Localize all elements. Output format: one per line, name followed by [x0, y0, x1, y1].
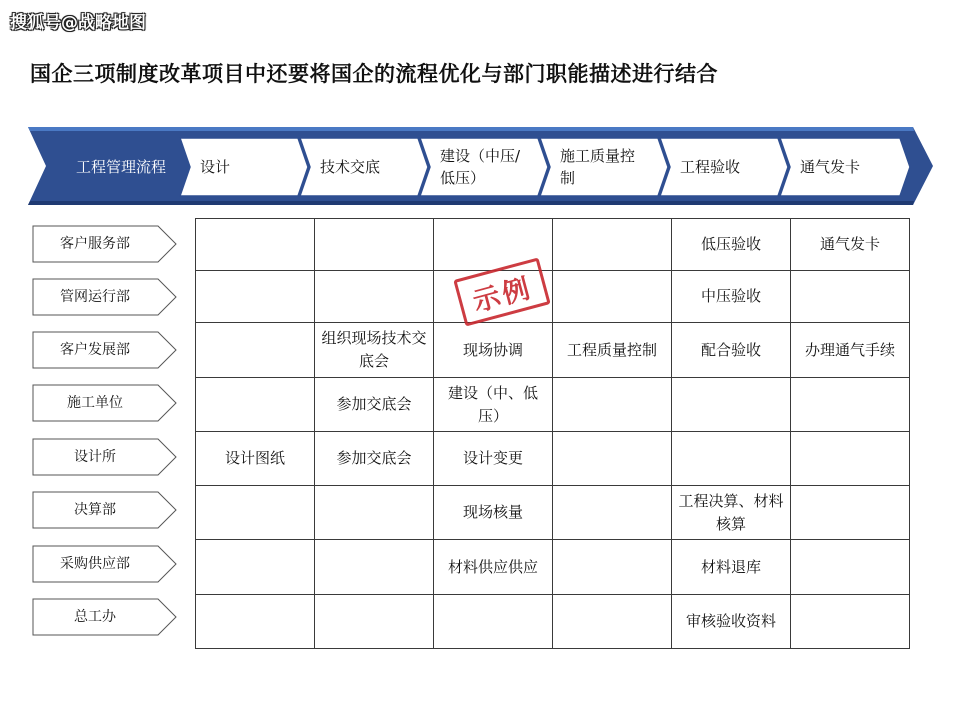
grid-cell: [196, 595, 315, 649]
grid-row: [196, 540, 910, 595]
grid-cell: [553, 432, 672, 486]
grid-cell: [791, 271, 910, 323]
dept-label: 管网运行部: [60, 289, 130, 305]
grid-cell: [315, 595, 434, 649]
grid-cell: [434, 595, 553, 649]
grid-cell: 低压验收: [672, 219, 791, 271]
responsibility-grid: [195, 218, 910, 649]
step-gas-card: 通气发卡: [800, 158, 861, 176]
grid-cell: [791, 540, 910, 595]
grid-cell: [553, 271, 672, 323]
grid-cell: 工程质量控制: [553, 323, 672, 378]
dept-customer-service: [32, 225, 178, 263]
grid-cell: 配合验收: [672, 323, 791, 378]
step-acceptance: 工程验收: [680, 158, 741, 176]
grid-cell: [315, 271, 434, 323]
dept-construction-unit: [32, 384, 178, 422]
grid-row: [196, 378, 910, 432]
grid-cell: 参加交底会: [315, 432, 434, 486]
grid-cell: [196, 271, 315, 323]
process-label: 工程管理流程: [76, 157, 167, 176]
grid-cell: [196, 219, 315, 271]
grid-cell: [196, 486, 315, 540]
step-tech-briefing: 技术交底: [320, 158, 381, 176]
dept-label: 施工单位: [67, 395, 123, 411]
grid-cell: [196, 378, 315, 432]
grid-cell: 审核验收资料: [672, 595, 791, 649]
grid-cell: [791, 378, 910, 432]
step-design: 设计: [200, 158, 231, 176]
grid-cell: [553, 540, 672, 595]
grid-cell: 参加交底会: [315, 378, 434, 432]
dept-design-institute: [32, 438, 178, 476]
page-title: 国企三项制度改革项目中还要将国企的流程优化与部门职能描述进行结合: [30, 62, 718, 86]
step-quality-control: 施工质量控制: [560, 147, 636, 187]
grid-row: [196, 486, 910, 540]
dept-label: 总工办: [74, 609, 116, 625]
sample-stamp: 示例: [453, 257, 550, 326]
step-construction: 建设（中压/低压）: [440, 147, 521, 187]
grid-cell: 工程决算、材料核算: [672, 486, 791, 540]
grid-cell: 中压验收: [672, 271, 791, 323]
dept-chief-engineer-office: [32, 598, 178, 636]
grid-cell: 通气发卡: [791, 219, 910, 271]
dept-pipe-network: [32, 278, 178, 316]
grid-cell: [553, 219, 672, 271]
dept-label: 决算部: [74, 502, 116, 518]
grid-row: [196, 219, 910, 271]
grid-cell: [196, 540, 315, 595]
grid-row: [196, 271, 910, 323]
grid-cell: [553, 486, 672, 540]
watermark-text: 搜狐号@战略地图: [10, 13, 146, 33]
process-banner: [28, 127, 934, 205]
grid-cell: 办理通气手续: [791, 323, 910, 378]
grid-row: [196, 432, 910, 486]
grid-cell: 设计变更: [434, 432, 553, 486]
grid-cell: [315, 219, 434, 271]
grid-cell: [196, 323, 315, 378]
grid-cell: 现场核量: [434, 486, 553, 540]
dept-procurement: [32, 545, 178, 583]
grid-cell: [672, 378, 791, 432]
grid-cell: [315, 540, 434, 595]
grid-cell: [791, 595, 910, 649]
grid-cell: [791, 486, 910, 540]
grid-row: [196, 323, 910, 378]
grid-cell: 材料退库: [672, 540, 791, 595]
grid-cell: 组织现场技术交底会: [315, 323, 434, 378]
dept-customer-development: [32, 331, 178, 369]
dept-settlement: [32, 491, 178, 529]
grid-cell: 材料供应供应: [434, 540, 553, 595]
grid-cell: [672, 432, 791, 486]
grid-cell: [315, 486, 434, 540]
grid-cell: [553, 595, 672, 649]
grid-cell: 设计图纸: [196, 432, 315, 486]
grid-cell: 现场协调: [434, 323, 553, 378]
dept-label: 采购供应部: [60, 556, 130, 572]
grid-cell: [553, 378, 672, 432]
grid-cell: [791, 432, 910, 486]
grid-cell: 建设（中、低压）: [434, 378, 553, 432]
dept-label: 客户服务部: [60, 236, 130, 252]
grid-row: [196, 595, 910, 649]
dept-label: 客户发展部: [60, 342, 130, 358]
dept-label: 设计所: [74, 449, 116, 465]
